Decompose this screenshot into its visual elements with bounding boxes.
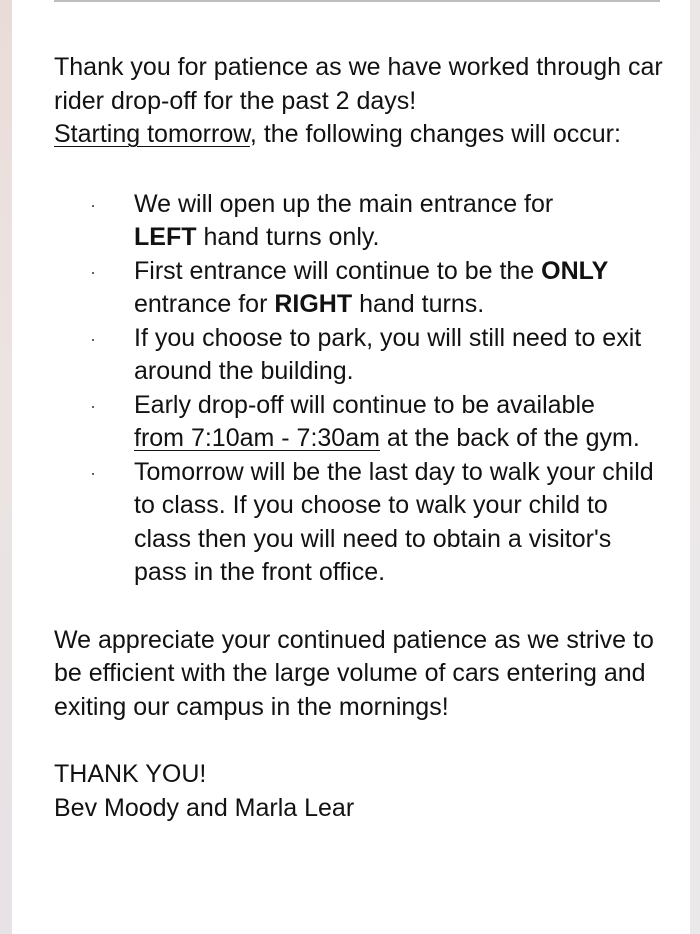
list-item-text: Early drop-off will continue to be available xyxy=(134,390,595,419)
changes-list xyxy=(54,188,664,590)
emphasis-right: RIGHT xyxy=(274,290,353,318)
top-divider xyxy=(54,0,660,2)
bullet-dot xyxy=(92,473,94,475)
bullet-dot xyxy=(92,205,94,207)
message-sheet xyxy=(12,0,690,934)
intro-text-continued: , the following changes will occur: xyxy=(249,120,621,148)
bullet-dot xyxy=(92,339,94,341)
list-item-early-dropoff xyxy=(54,389,664,456)
list-item-walk-to-class xyxy=(54,456,664,590)
appreciation-paragraph: We appreciate your continued patience as we strive to be efficient with the large volume of cars entering and exiting our campus in the mornings! xyxy=(54,625,654,721)
starting-tomorrow-link[interactable]: Starting tomorrow xyxy=(54,120,250,148)
list-item-text: If you choose to park, you will still need to exit around the building. xyxy=(134,323,642,385)
list-item-text: hand turns. xyxy=(352,290,485,318)
list-item-left-turns xyxy=(54,188,664,255)
list-item-text: First entrance will continue to be the xyxy=(134,256,542,285)
list-item-text: at the back of the gym. xyxy=(379,424,640,452)
bullet-dot xyxy=(92,406,94,408)
message-body xyxy=(54,51,664,825)
list-item-right-turns xyxy=(54,255,664,322)
time-range-link[interactable]: from 7:10am - 7:30am xyxy=(134,424,380,452)
bullet-dot xyxy=(92,272,94,274)
thank-you-text: THANK YOU! xyxy=(54,760,207,788)
list-item-text: entrance for xyxy=(134,290,275,318)
left-edge-shadow xyxy=(0,0,12,934)
intro-text: Thank you for patience as we have worked through car rider drop-off for the past 2 days! xyxy=(54,53,663,115)
emphasis-left: LEFT xyxy=(134,223,197,251)
signature: Bev Moody and Marla Lear xyxy=(54,793,355,822)
list-item-parking xyxy=(54,322,664,389)
sign-off xyxy=(54,758,664,825)
list-item-text: hand turns only. xyxy=(196,223,380,251)
list-item-text: We will open up the main entrance for xyxy=(134,189,554,218)
list-item-text: Tomorrow will be the last day to walk your child to class. If you choose to walk your child to class then you will need to obtain a visitor's pass in the front office. xyxy=(134,457,654,586)
intro-paragraph xyxy=(54,51,664,152)
emphasis-only: ONLY xyxy=(541,256,609,285)
right-edge-shadow xyxy=(690,0,700,934)
